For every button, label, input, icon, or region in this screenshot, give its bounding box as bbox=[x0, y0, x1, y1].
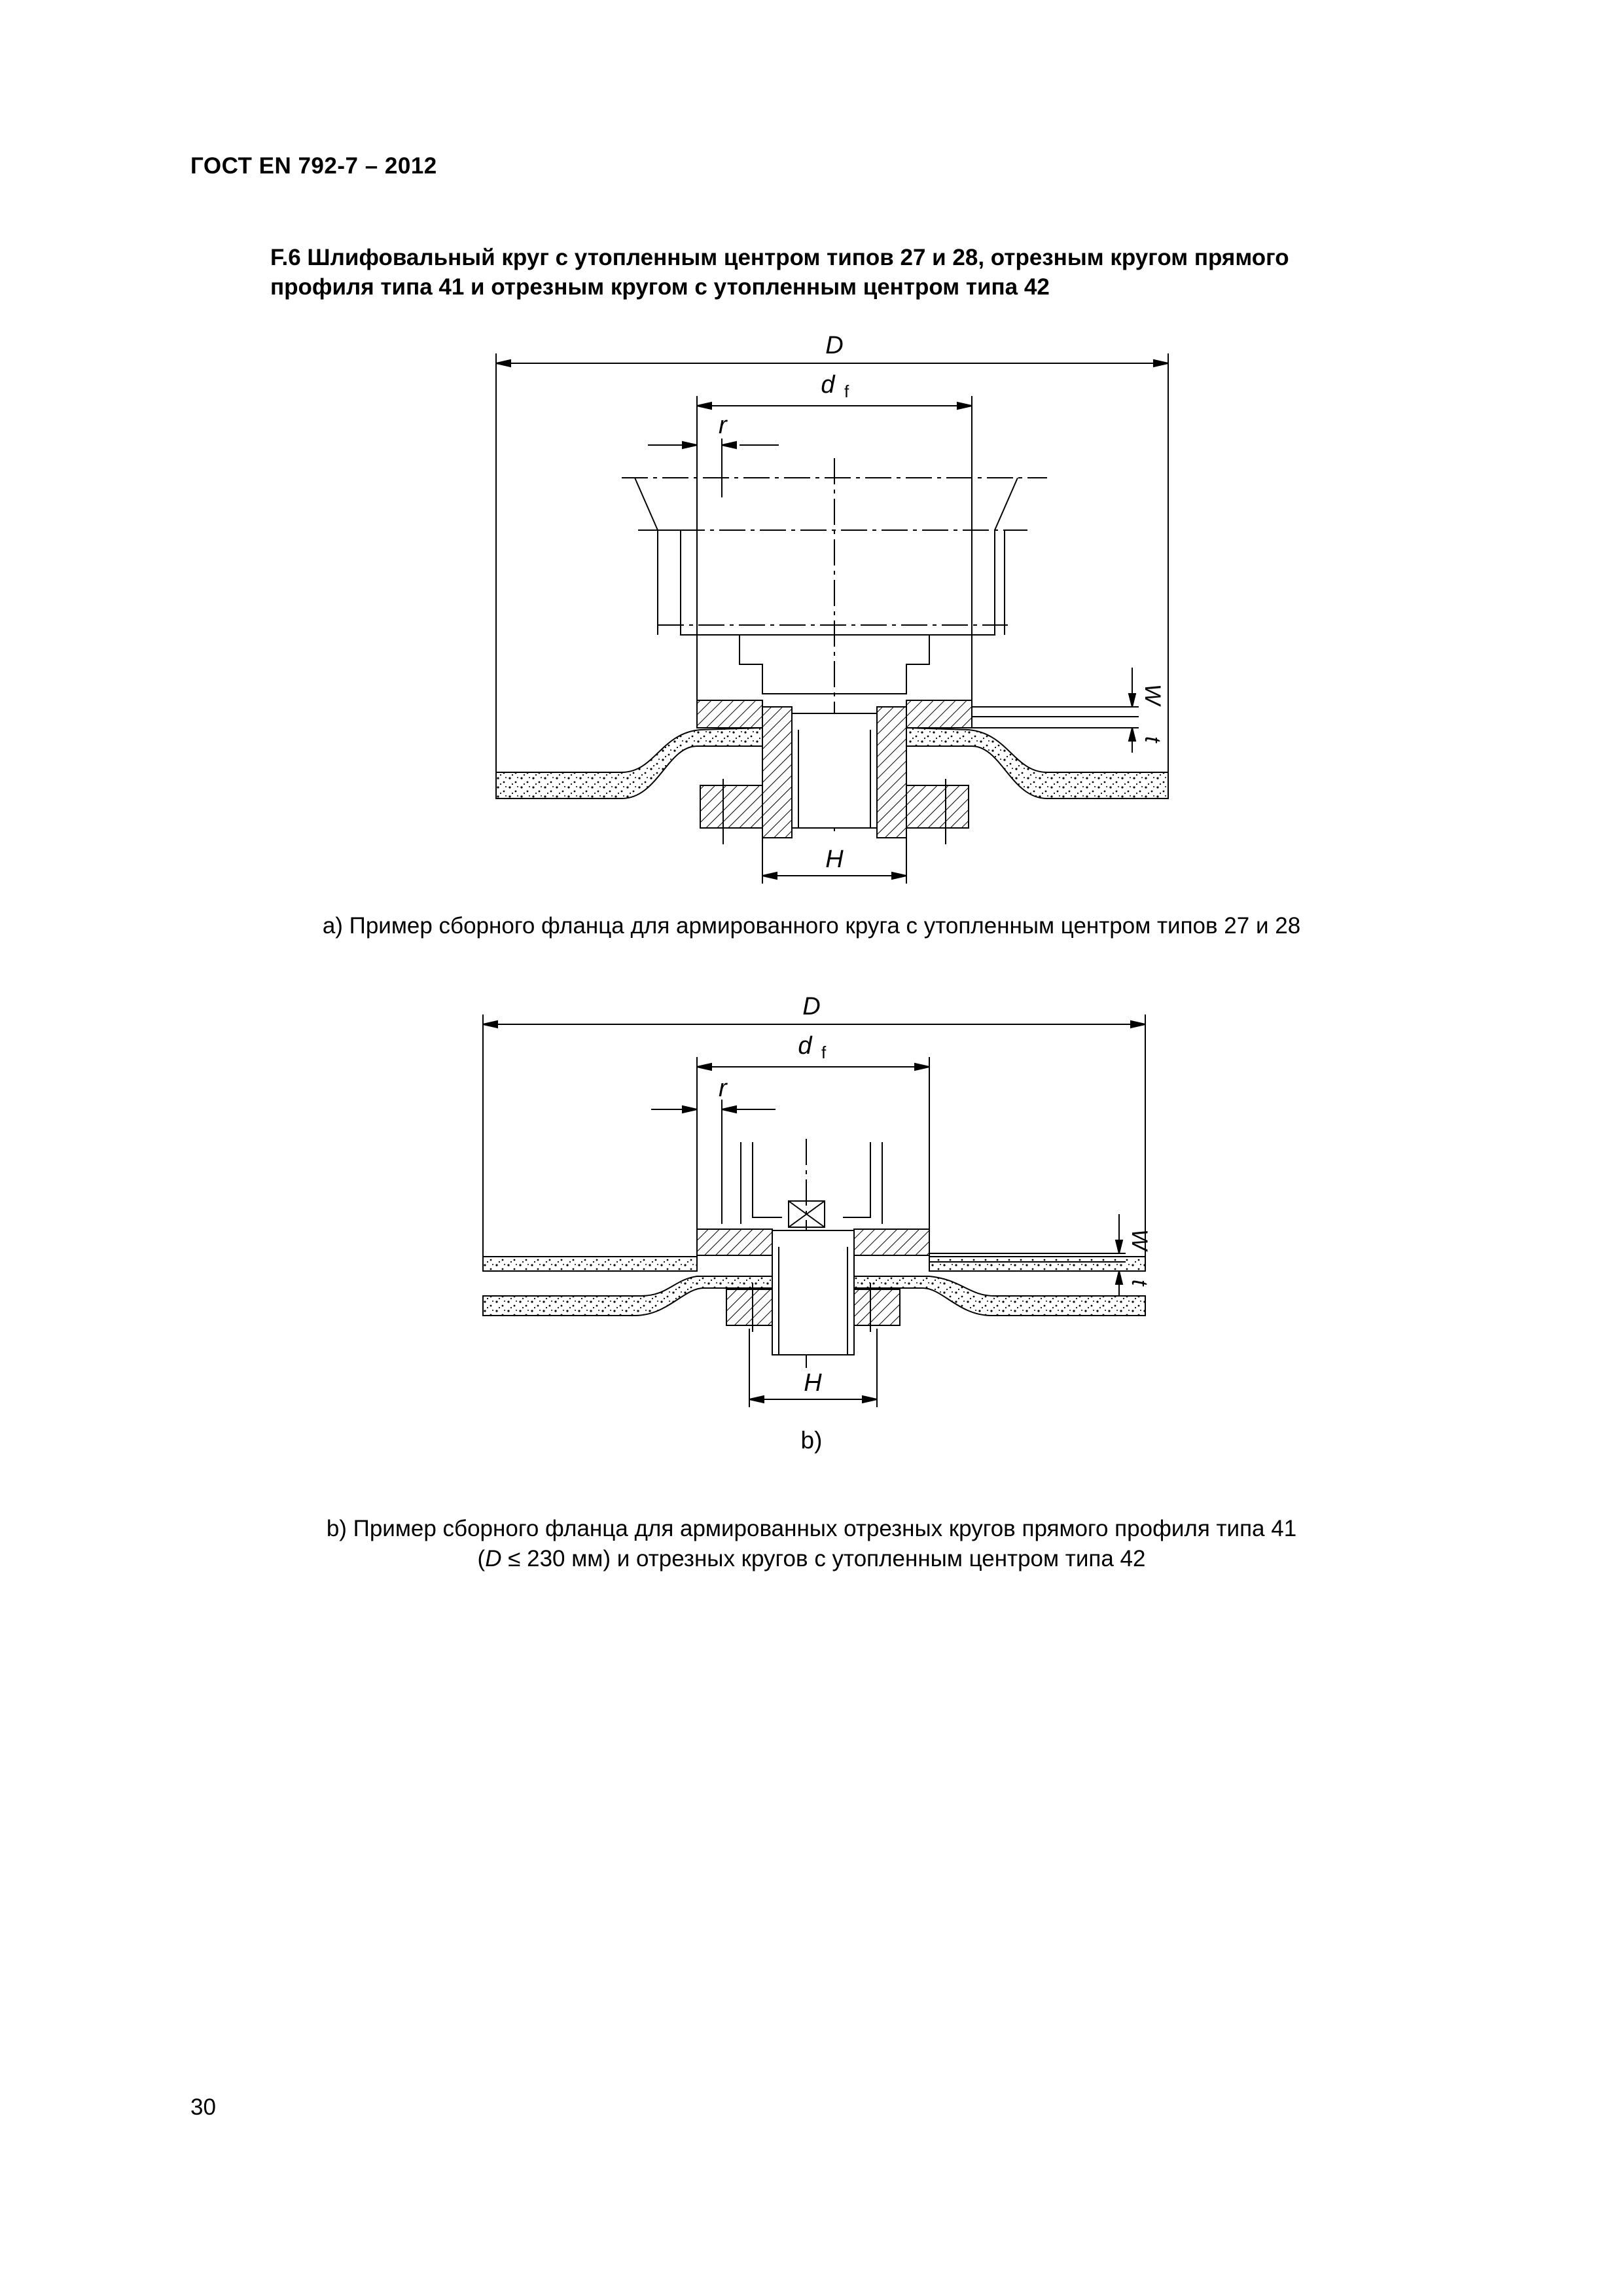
dim-label-df: d bbox=[821, 371, 835, 399]
dim-label-df-subscript-b: f bbox=[821, 1043, 827, 1062]
dim-label-t: t bbox=[1140, 736, 1165, 743]
figure-b-caption-line-2 bbox=[0, 1544, 1623, 1574]
figure-a-caption: а) Пример сборного фланца для армированного круга с утопленным центром типов 27 и 28 bbox=[322, 913, 1301, 939]
dim-label-df-b: d bbox=[798, 1032, 812, 1060]
dim-label-D-b: D bbox=[802, 993, 821, 1020]
figure-b-caption-line-1: b) Пример сборного фланца для армированных отрезных кругов прямого профиля типа 41 bbox=[326, 1516, 1297, 1541]
dim-label-df-subscript: f bbox=[844, 382, 849, 401]
section-title-line-2: профиля типа 41 и отрезным кругом с утопленным центром типа 42 bbox=[270, 274, 1050, 300]
caption-open-paren: ( bbox=[477, 1546, 486, 1571]
dim-label-t-b: t bbox=[1127, 1280, 1152, 1286]
figure-b-flange-drawing bbox=[471, 988, 1204, 1460]
dim-label-W: W bbox=[1140, 684, 1165, 706]
dim-label-H-b: H bbox=[804, 1369, 822, 1397]
dim-label-r-b: r bbox=[719, 1075, 727, 1102]
caption-variable-D: D bbox=[485, 1546, 502, 1571]
dim-label-H: H bbox=[825, 846, 844, 873]
dim-label-W-b: W bbox=[1127, 1229, 1152, 1251]
page-number: 30 bbox=[190, 2094, 216, 2120]
section-title bbox=[270, 243, 1514, 302]
figure-a-flange-drawing bbox=[484, 327, 1191, 903]
section-title-line-1: F.6 Шлифовальный круг с утопленным центром типов 27 и 28, отрезным кругом прямого bbox=[270, 245, 1289, 270]
dim-label-r: r bbox=[719, 412, 727, 439]
caption-line-2-rest: ≤ 230 мм) и отрезных кругов с утопленным центром типа 42 bbox=[501, 1546, 1146, 1571]
figure-b-caption bbox=[0, 1514, 1623, 1574]
dim-label-D: D bbox=[825, 332, 844, 359]
figure-b-sublabel: b) bbox=[800, 1427, 823, 1454]
document-header: ГОСТ EN 792-7 – 2012 bbox=[190, 153, 437, 179]
